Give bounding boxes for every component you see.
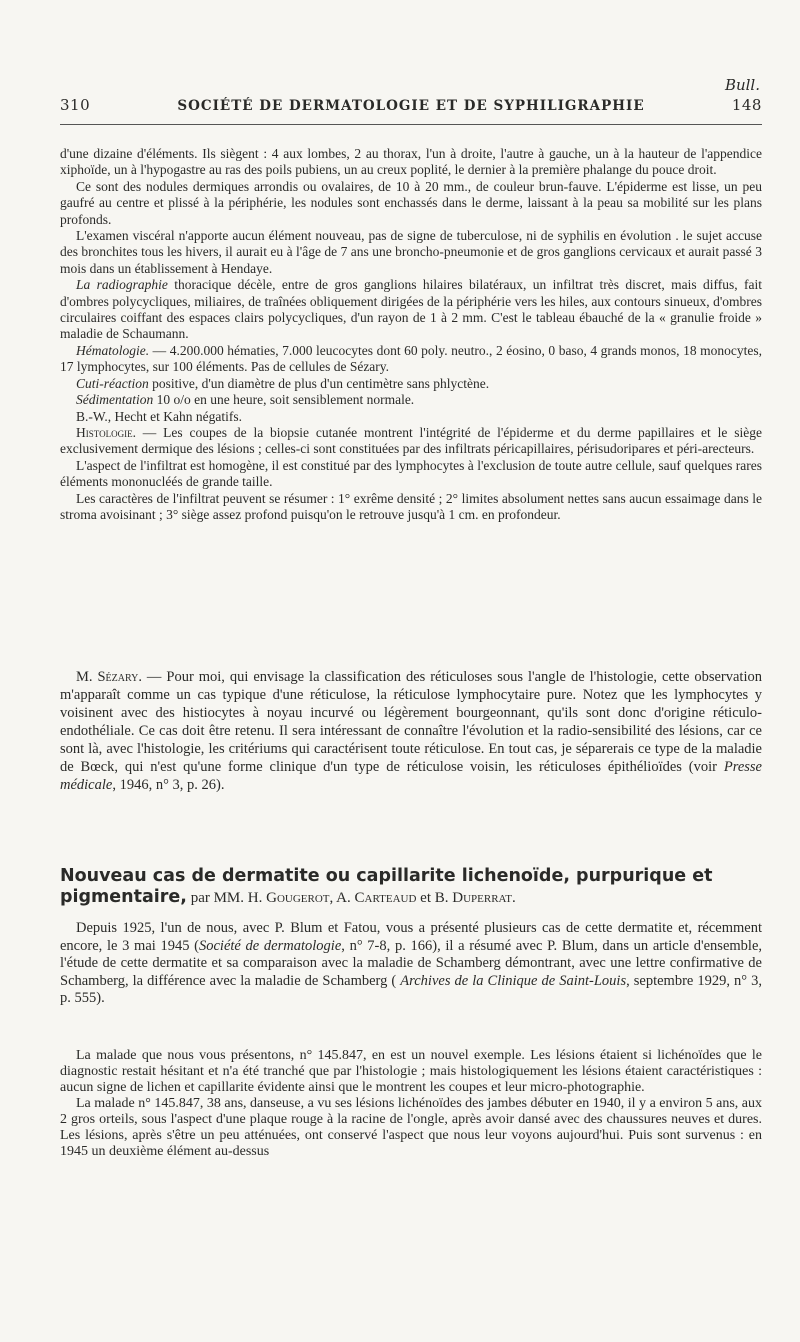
paragraph-text: — Les coupes de la biopsie cutanée montrent l'intégrité de l'épiderme et du derme papillaires et le siège exclusivement dermique des lésions ; celles-ci sont constituées par des infiltrats péricapillaires, périsudoripares et péri-arecteurs. bbox=[60, 424, 762, 457]
paragraph-text: , 1946, n° 3, p. 26). bbox=[112, 777, 225, 793]
paragraph bbox=[60, 668, 762, 794]
article-case bbox=[60, 1048, 762, 1160]
authors-prefix: par MM. H. bbox=[186, 890, 267, 906]
paragraph: Les caractères de l'infiltrat peuvent se résumer : 1° exrême densité ; 2° limites absolument nettes sans aucun essaimage dans le stroma avoisinant ; 3° siège assez profond puisqu'on le retrouve jusqu'à 1 cm. en profondeur. bbox=[60, 490, 762, 522]
paragraph: L'aspect de l'infiltrat est homogène, il est constitué par des lymphocytes à l'exclusion de toute autre cellule, sauf quelques rares éléments mononucléés de grande taille. bbox=[60, 457, 762, 490]
paragraph: d'une dizaine d'éléments. Ils siègent : 4 aux lombes, 2 au thorax, l'un à droite, l'autre à gauche, un à la hauteur de l'appendice xiphoïde, un à l'hypogastre au ras des poils pubiens, un au creux poplité, le dernier à la première phalange du pouce droit. bbox=[60, 146, 762, 178]
title-text: Nouveau cas de dermatite ou capillarite lichenoïde, purpurique et pigmentaire, bbox=[60, 866, 713, 907]
authors bbox=[187, 890, 516, 906]
paragraph: La malade n° 145.847, 38 ans, danseuse, a vu ses lésions lichénoïdes des jambes débuter en 1940, il y a environ 5 ans, aux 2 gros orteils, sous l'aspect d'une plaque rouge à la racine de l'ongle, après avoir dansé avec des chaussures neuves et dures. Les lésions, après s'être un peu atténuées, ont conservé l'aspect que nous leur voyons aujourd'hui. Puis sont survenus : en 1945 un deuxième élément au-dessus bbox=[60, 1096, 762, 1159]
discussion-remark bbox=[60, 668, 762, 794]
journal-abbreviation: Bull. bbox=[724, 76, 760, 94]
speaker-prefix: M. bbox=[76, 669, 98, 685]
paragraph-text: , n° 7-8, p. 166), il a résumé avec P. Blum, dans un article d'ensemble, l'étude de cette dermatite et sa comparaison avec la maladie de Schamberg démontrant, avec une lettre confirmative de Schamberg, la différence avec la maladie de Schamberg ( bbox=[60, 937, 763, 989]
paragraph-text: Depuis 1925, l'un de nous, avec P. Blum et Fatou, vous a présenté plusieurs cas de cette dermatite et, récemment encore, le 3 mai 1945 ( bbox=[60, 920, 762, 954]
page-number: 310 bbox=[60, 96, 91, 114]
running-title: SOCIÉTÉ DE DERMATOLOGIE ET DE SYPHILIGRAPHIE bbox=[177, 98, 645, 114]
article-introduction bbox=[60, 920, 762, 1008]
paragraph: L'examen viscéral n'apporte aucun élément nouveau, pas de signe de tuberculose, ni de syphilis en évolution . le sujet accuse des bronchites tous les hivers, il aurait eu à l'âge de 7 ans une broncho-pneumonie et de gros ganglions cervicaux et aurait passé 3 mois dans un établissement à Hendaye. bbox=[60, 228, 762, 276]
citation: Presse médicale bbox=[60, 759, 762, 793]
paragraph bbox=[60, 425, 762, 458]
paragraph bbox=[60, 343, 762, 376]
paragraph-text: — 4.200.000 hématies, 7.000 leucocytes dont 60 poly. neutro., 2 éosino, 0 baso, 4 grands monos, 18 monocytes, 17 lymphocytes, sur 100 éléments. Pas de cellules de Sézary. bbox=[60, 342, 762, 375]
paragraph bbox=[60, 376, 762, 392]
speaker-name: Sézary. bbox=[97, 669, 142, 685]
citation: Société de dermatologie bbox=[199, 937, 342, 954]
paragraph bbox=[60, 920, 762, 1008]
header-rule bbox=[60, 124, 762, 125]
paragraph: B.-W., Hecht et Kahn négatifs. bbox=[76, 408, 242, 424]
citation: Archives de la Clinique de Saint-Louis bbox=[400, 972, 627, 989]
author-name: Gougerot bbox=[266, 890, 330, 906]
paragraph: La malade que nous vous présentons, n° 145.847, en est un nouvel exemple. Les lésions étaient si lichénoïdes que le diagnostic restait hésitant et n'a été tranché que par l'histologie ; mais histologiquement les lésions étaient caractéristiques : aucun signe de lichen et capillarite évidente ainsi que le montrent les coupes et leur micro-photographie. bbox=[60, 1048, 762, 1095]
section-label: Cuti-réaction bbox=[76, 375, 149, 391]
author-name: Carteaud bbox=[354, 890, 417, 906]
paragraph bbox=[60, 277, 762, 343]
paragraph-text: positive, d'un diamètre de plus d'un centimètre sans phlyctène. bbox=[148, 375, 490, 391]
author-separator: . bbox=[512, 890, 516, 906]
section-label: La radiographie bbox=[76, 277, 168, 293]
volume-number: 148 bbox=[731, 96, 762, 114]
author-separator: et B. bbox=[416, 890, 453, 906]
section-label: Hématologie. bbox=[76, 342, 150, 358]
section-label: Sédimentation bbox=[76, 392, 154, 408]
section-label: Histologie. bbox=[76, 424, 136, 440]
running-header bbox=[60, 96, 762, 114]
paragraph bbox=[60, 392, 762, 408]
case-description bbox=[60, 146, 762, 523]
paragraph-text: — Pour moi, qui envisage la classification des réticuloses sous l'angle de l'histologie, cette observation m'apparaît comme un cas typique d'une réticulose, la réticulose lymphocytaire pure. Notez que les lymphocytes y voisinent avec des histiocytes à noyau incurvé ou légèrement bourgeonnant, qu'ils sont donc d'origine réticulo-endothéliale. Ce cas doit être retenu. Il sera intéressant de connaître l'évolution et la radio-sensibilité des lésions, car ce sont là, avec l'histologie, les critériums qui caractérisent toute réticulose. En tout cas, je séparerais ce type de la maladie de Bœck, qui n'est qu'une forme clinique d'un type de réticulose voisin, les réticuloses épithélioïdes (voir bbox=[60, 669, 762, 775]
paragraph: Ce sont des nodules dermiques arrondis ou ovalaires, de 10 à 20 mm., de couleur brun-fauve. L'épiderme est lisse, un peu gaufré au centre et plissé à la périphérie, les nodules sont enchassés dans le derme, laissant à la peau sa mobilité sur les plans profonds. bbox=[60, 178, 762, 227]
author-separator: , A. bbox=[329, 890, 355, 906]
author-name: Duperrat bbox=[452, 890, 512, 906]
article-title bbox=[60, 866, 762, 909]
paragraph-text: thoracique décèle, entre de gros ganglions hilaires bilatéraux, un infiltrat très discret, mais diffus, fait d'ombres polycycliques, miliaires, de traînées obliquement dirigées de la périphérie vers les hiles, aux contours sinueux, d'ombres circulaires coiffant des espaces clairs polycycliques, d'un rayon de 1 à 2 mm. C'est le tableau ébauché de la « granulie froide » maladie de Schaumann. bbox=[60, 277, 762, 342]
paragraph-text: 10 o/o en une heure, soit sensiblement normale. bbox=[153, 392, 415, 408]
paragraph-text: , septembre 1929, n° 3, p. 555). bbox=[60, 972, 763, 1007]
